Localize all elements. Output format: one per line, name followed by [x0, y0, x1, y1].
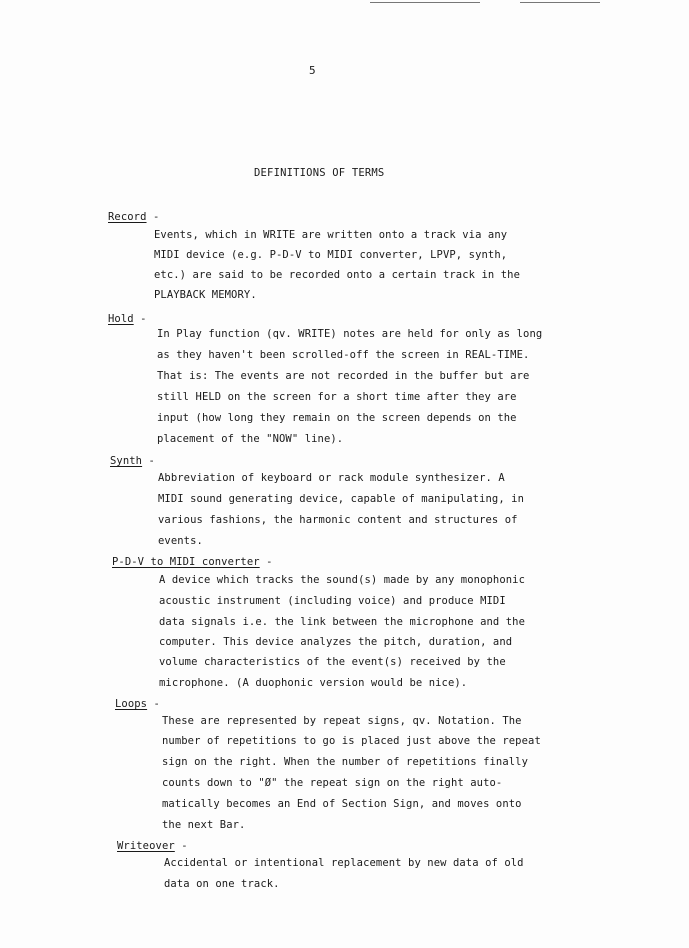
definition-line: computer. This device analyzes the pitch, duration, and — [159, 636, 513, 648]
definition-line: MIDI device (e.g. P-D-V to MIDI converter, LPVP, synth, — [154, 249, 508, 261]
term-pdv-converter: P-D-V to MIDI converter - — [112, 556, 273, 568]
definition-line: sign on the right. When the number of repetitions finally — [162, 756, 529, 768]
definition-line: input (how long they remain on the screen depends on the — [157, 412, 517, 424]
definition-line: data on one track. — [164, 878, 280, 890]
definition-line: acoustic instrument (including voice) and produce MIDI — [159, 595, 506, 607]
term-label: Record — [108, 211, 147, 223]
definition-line: various fashions, the harmonic content and structures of — [158, 514, 518, 526]
scan-mark — [370, 2, 480, 3]
definition-line: microphone. (A duophonic version would be nice). — [159, 677, 468, 689]
term-label: Synth — [110, 455, 143, 467]
definition-line: counts down to "Ø" the repeat sign on the right auto- — [162, 777, 503, 789]
definition-line: In Play function (qv. WRITE) notes are held for only as long — [157, 328, 543, 340]
definition-line: These are represented by repeat signs, qv. Notation. The — [162, 715, 522, 727]
term-hold: Hold - — [108, 313, 147, 325]
term-loops: Loops - — [115, 698, 160, 710]
definition-line: as they haven't been scrolled-off the screen in REAL-TIME. — [157, 349, 530, 361]
definition-line: Accidental or intentional replacement by new data of old — [164, 857, 524, 869]
term-label: Hold — [108, 313, 134, 325]
term-label: Loops — [115, 698, 148, 710]
definition-line: etc.) are said to be recorded onto a certain track in the — [154, 269, 521, 281]
definition-line: volume characteristics of the event(s) received by the — [159, 656, 506, 668]
definition-line: number of repetitions to go is placed just above the repeat — [162, 735, 541, 747]
definition-line: still HELD on the screen for a short time after they are — [157, 391, 517, 403]
definition-line: MIDI sound generating device, capable of manipulating, in — [158, 493, 525, 505]
page-title: DEFINITIONS OF TERMS — [254, 167, 385, 179]
definition-line: PLAYBACK MEMORY. — [154, 289, 257, 301]
definition-line: Events, which in WRITE are written onto a track via any — [154, 229, 508, 241]
term-synth: Synth - — [110, 455, 155, 467]
definition-line: placement of the "NOW" line). — [157, 433, 344, 445]
definition-line: the next Bar. — [162, 819, 246, 831]
definition-line: A device which tracks the sound(s) made by any monophonic — [159, 574, 526, 586]
definition-line: events. — [158, 535, 203, 547]
definition-line: That is: The events are not recorded in the buffer but are — [157, 370, 530, 382]
definition-line: matically becomes an End of Section Sign, and moves onto — [162, 798, 522, 810]
term-label: Writeover — [117, 840, 175, 852]
definition-line: Abbreviation of keyboard or rack module synthesizer. A — [158, 472, 505, 484]
term-label: P-D-V to MIDI converter — [112, 556, 260, 568]
term-record: Record - — [108, 211, 160, 223]
term-writeover: Writeover - — [117, 840, 188, 852]
page-number: 5 — [309, 64, 316, 77]
definition-line: data signals i.e. the link between the microphone and the — [159, 616, 526, 628]
scan-mark — [520, 2, 600, 3]
